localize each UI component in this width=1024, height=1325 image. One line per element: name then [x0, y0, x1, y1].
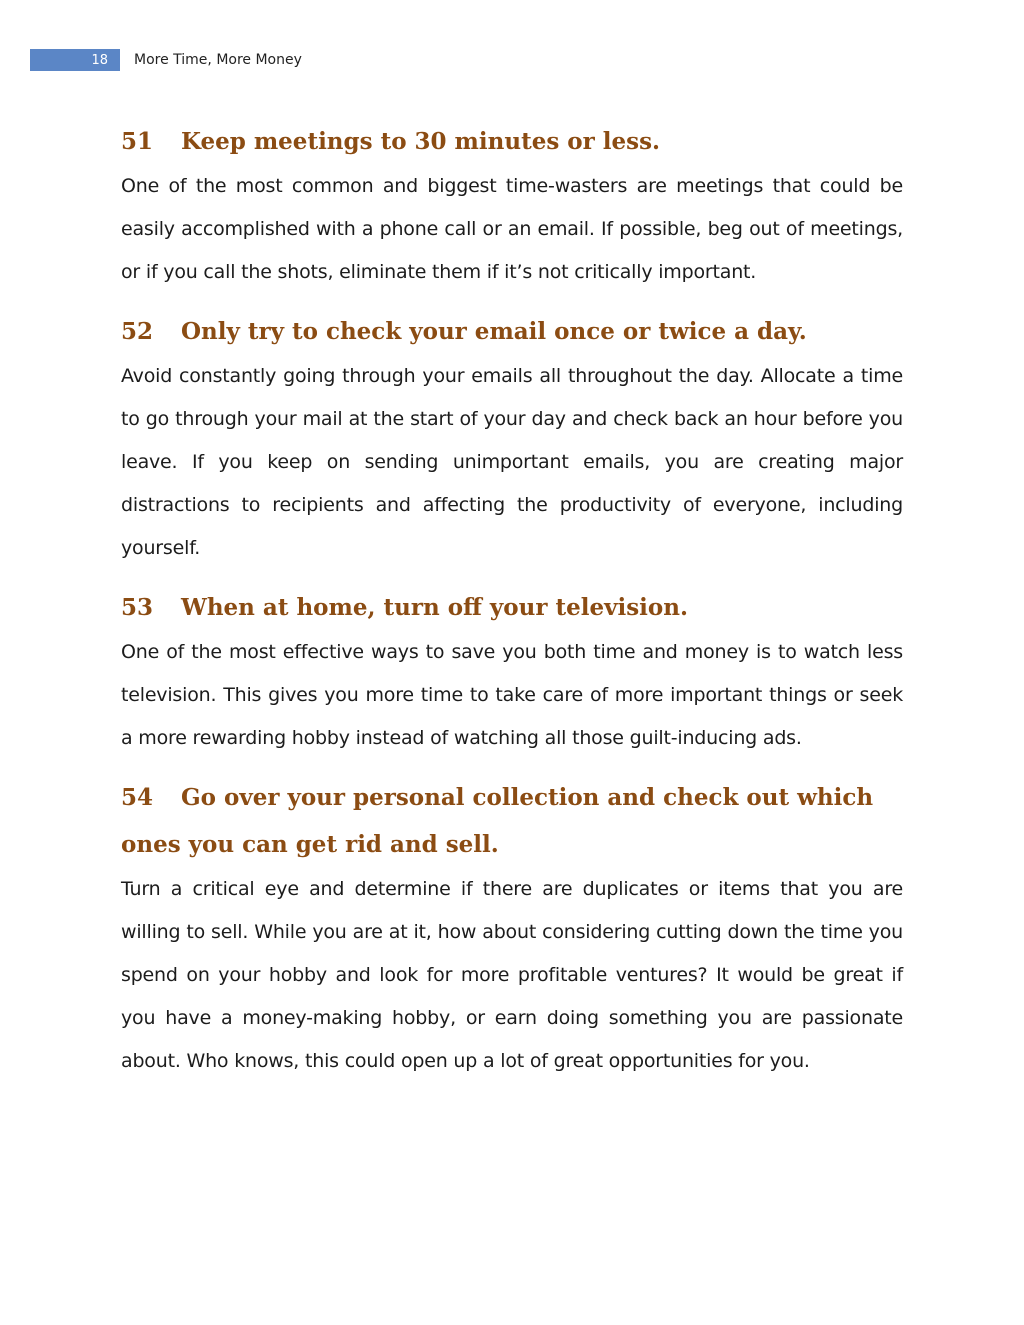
tip-body: Avoid constantly going through your emails all throughout the day. Allocate a time to go through your mail at the start of your day and check back an hour before you leave. If you keep on sending unimportant emails, you are creating major distractions to recipients and affecting the productivity of everyone, including yourself.: [121, 365, 903, 559]
tip-title: Go over your personal collection and check out which ones you can get rid and sell.: [121, 784, 874, 858]
tip-52: [121, 308, 903, 570]
tip-number: 54: [121, 784, 154, 811]
page-number: 18: [30, 49, 120, 71]
page-content: [121, 118, 903, 1097]
tip-heading: [121, 584, 903, 631]
tip-body: One of the most effective ways to save you both time and money is to watch less television. This gives you more time to take care of more important things or seek a more rewarding hobby instead of watching all those guilt-inducing ads.: [121, 641, 903, 749]
tip-title: Only try to check your email once or twice a day.: [181, 318, 807, 345]
tip-body: One of the most common and biggest time-wasters are meetings that could be easily accomplished with a phone call or an email. If possible, beg out of meetings, or if you call the shots, eliminate them if it’s not critically important.: [121, 175, 903, 283]
tip-53: [121, 584, 903, 760]
tip-54: [121, 774, 903, 1083]
tip-number: 53: [121, 594, 154, 621]
running-title: More Time, More Money: [134, 52, 302, 68]
page-header: [30, 49, 302, 71]
tip-title: Keep meetings to 30 minutes or less.: [181, 128, 661, 155]
tip-heading: [121, 774, 903, 868]
tip-heading: [121, 118, 903, 165]
tip-51: [121, 118, 903, 294]
tip-number: 51: [121, 128, 154, 155]
tip-number: 52: [121, 318, 154, 345]
tip-body: Turn a critical eye and determine if there are duplicates or items that you are willing to sell. While you are at it, how about considering cutting down the time you spend on your hobby and look for more profitable ventures? It would be great if you have a money-making hobby, or earn doing something you are passionate about. Who knows, this could open up a lot of great opportunities for you.: [121, 878, 903, 1072]
tip-title: When at home, turn off your television.: [181, 594, 688, 621]
tip-heading: [121, 308, 903, 355]
